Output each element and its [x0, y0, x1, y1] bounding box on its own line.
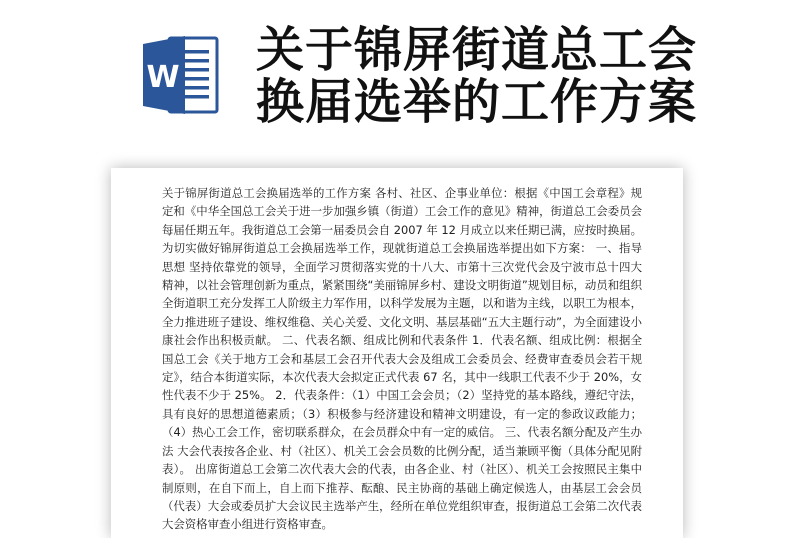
document-body: 关于锦屏街道总工会换届选举的工作方案 各村、社区、企事业单位：根据《中国工会章程》规定和《中华全国总工会关于进一步加强乡镇（街道）工会工作的意见》精神，街道总工会委员会每届任期五年。我街道总工会第一届委员会自 2007 年 12 月成立以来任期已满，应按时换届。为切实做好锦屏街道总工会换届选举工作，现就街道总工会换届选举提出如下方案： 一、指导思想 坚持依靠党的领导，全面学习贯彻落实党的十八大、市第十三次党代会及宁波市总十四大精神，以社会管理创新为重点，紧紧围绕“美丽锦屏乡村、建设文明街道”规划目标，动员和组织全街道职工充分发挥工人阶级主力军作用，以科学发展为主题，以和谐为主线，以职工为根本，全力推进班子建设、维权维稳、关心关爱、文化文明、基层基础“五大主题行动”，为全面建设小康社会作出积极贡献。 二、代表名额、组成比例和代表条件 1．代表名额、组成比例：根据全国总工会《关于地方工会和基层工会召开代表大会及组成工会委员会、经费审查委员会若干规定》，结合本街道实际，本次代表大会拟定正式代表 67 名，其中一线职工代表不少于 20%，女性代表不少于 25%。 2．代表条件：（1）中国工会会员；（2）坚持党的基本路线，遵纪守法，具有良好的思想道德素质；（3）积极参与经济建设和精神文明建设，有一定的参政议政能力；（4）热心工会工作，密切联系群众，在会员群众中有一定的威信。 三、代表名额分配及产生办法 大会代表按各企业、村（社区）、机关工会会员数的比例分配，适当兼顾平衡（具体分配见附表）。 出席街道总工会第二次代表大会的代表，由各企业、村（社区）、机关工会按照民主集中制原则，在自下而上，自上而下推荐、酝酿、民主协商的基础上确定候选人，由基层工会会员（代表）大会或委员扩大会议民主选举产生，经所在单位党组织审查，报街道总工会第二次代表大会资格审查小组进行资格审查。 — [162, 186, 642, 532]
header — [0, 0, 800, 160]
document-page — [111, 168, 683, 538]
title-line-1: 关于锦屏街道总工会 — [256, 22, 698, 78]
title-line-2: 换届选举的工作方案 — [256, 74, 698, 130]
page-title — [256, 24, 786, 128]
word-icon-letter: W — [146, 60, 180, 95]
word-document-icon — [141, 32, 219, 118]
